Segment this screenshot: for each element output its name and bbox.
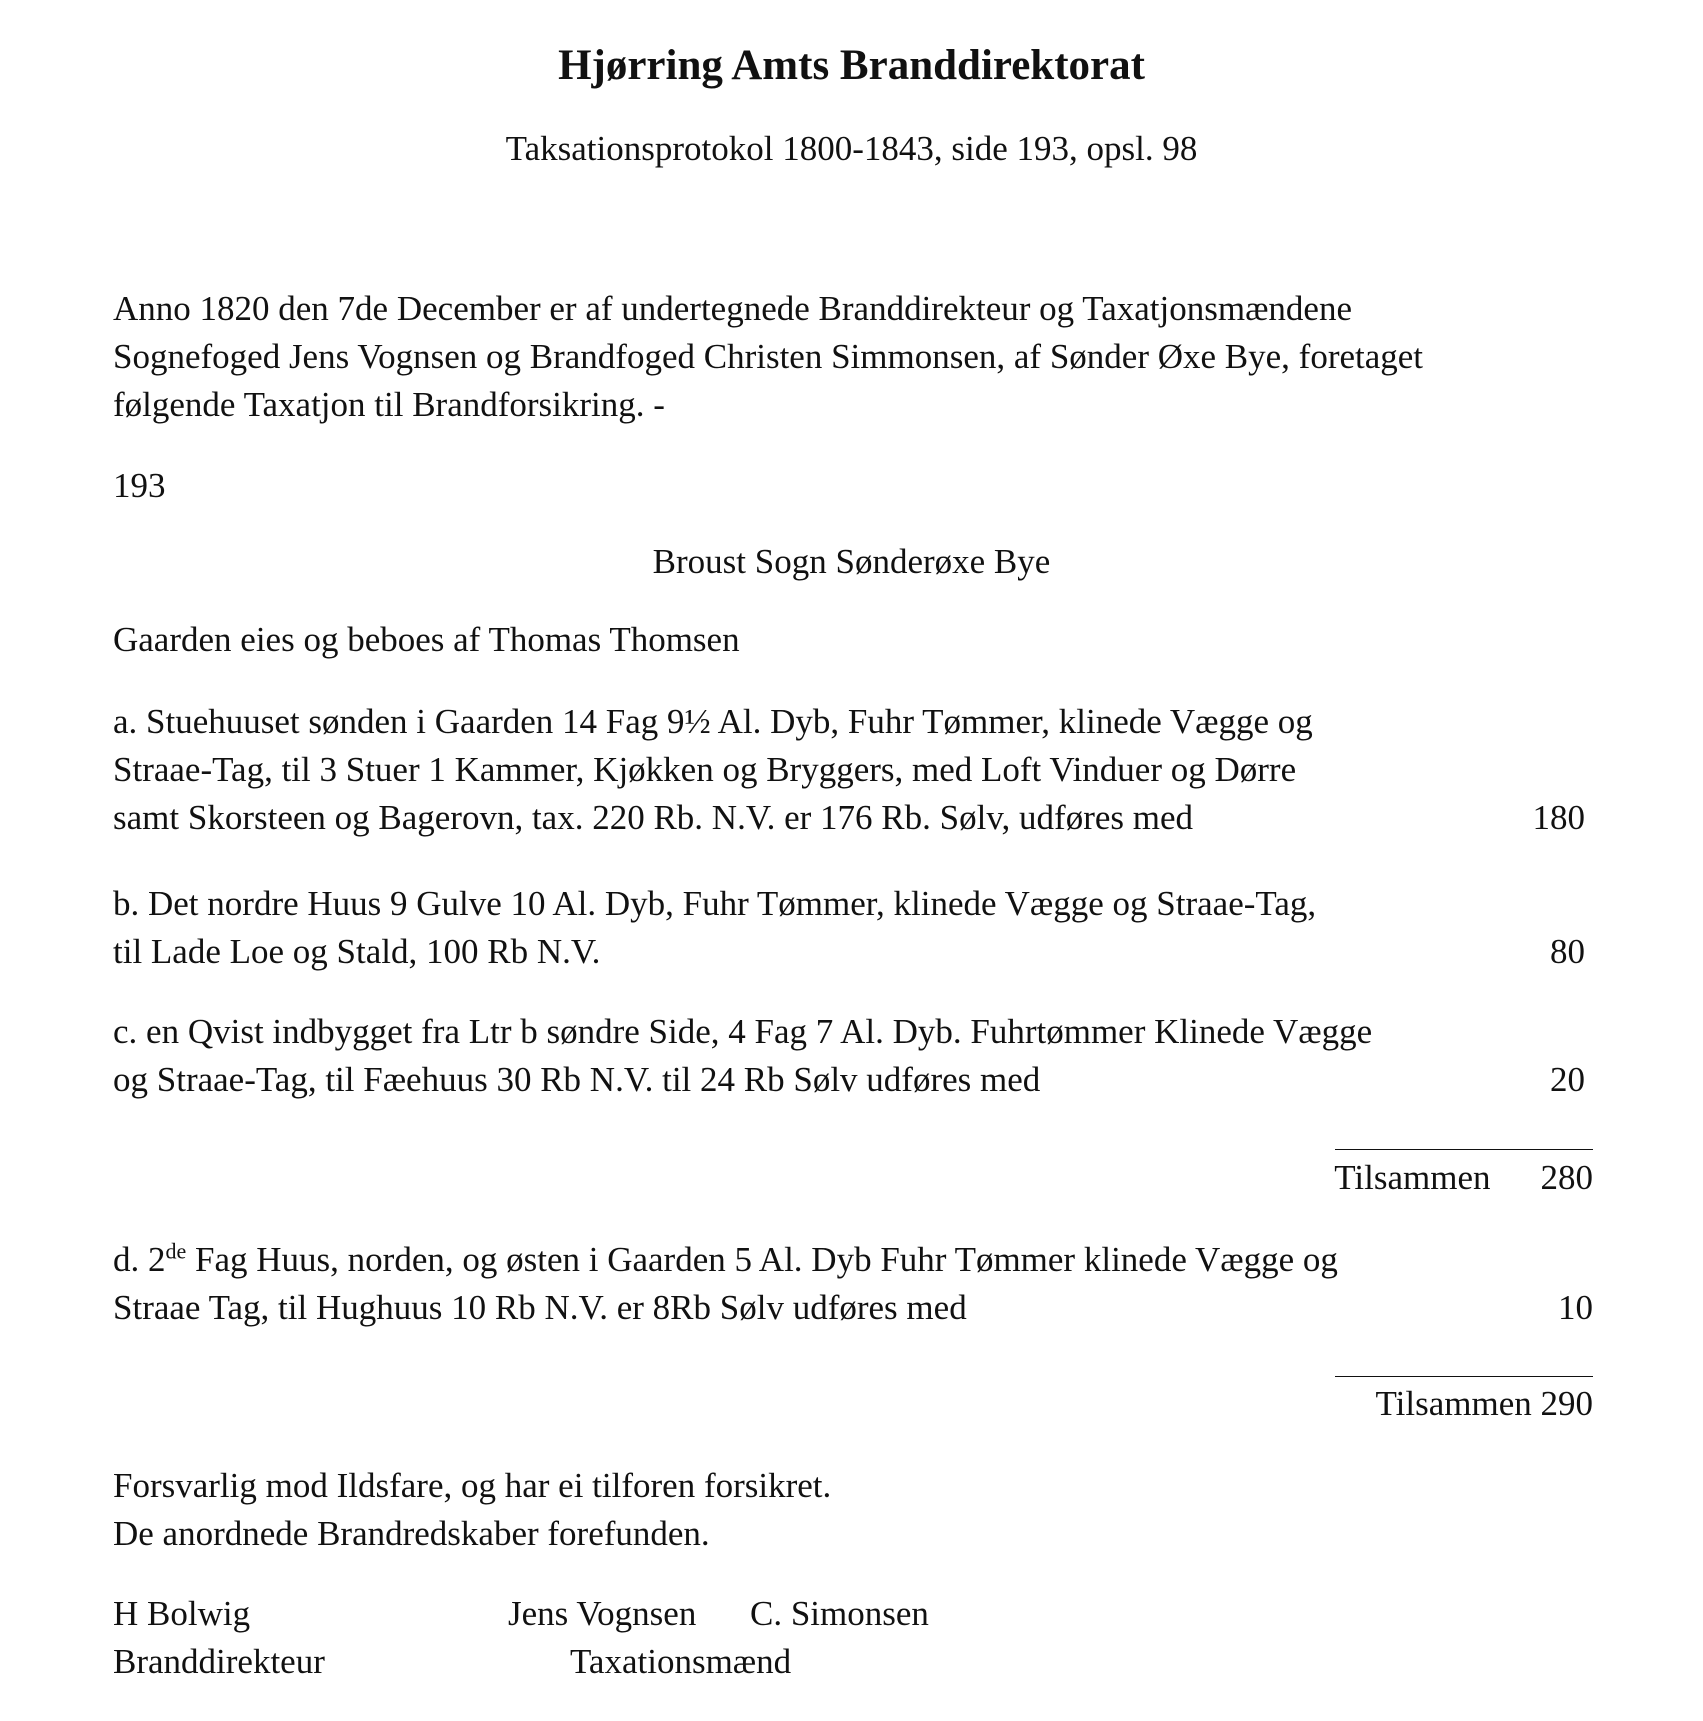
entry-d-superscript: de: [165, 1238, 187, 1264]
entry-b-text: til Lade Loe og Stald, 100 Rb N.V.: [113, 932, 601, 971]
signature-taxators-title: Taxationsmænd: [570, 1642, 792, 1681]
entry-c-line: [113, 1008, 1593, 1056]
entry-a-line: [113, 794, 1593, 842]
entry-c-line: [113, 1056, 1593, 1104]
entry-c: [113, 1008, 1593, 1104]
intro-paragraph: [113, 285, 1593, 429]
page-number: 193: [113, 466, 166, 505]
entry-a-line: [113, 746, 1593, 794]
entry-a: [113, 698, 1593, 842]
entry-b-line: [113, 928, 1593, 976]
entry-b-amount: 80: [1550, 932, 1585, 971]
entry-a-text: Straae-Tag, til 3 Stuer 1 Kammer, Kjøkken og Bryggers, med Loft Vinduer og Dørre: [113, 750, 1297, 789]
document-title: Hjørring Amts Branddirektorat: [558, 42, 1145, 89]
entry-d: [113, 1236, 1593, 1332]
entry-a-line: [113, 698, 1593, 746]
remark-line: De anordnede Brandredskaber forefunden.: [113, 1514, 710, 1553]
subtotal-1-label: Tilsammen: [1334, 1158, 1491, 1197]
signature-taxator-1: Jens Vognsen: [508, 1594, 697, 1633]
sum-rule: [1335, 1376, 1593, 1377]
entry-a-amount: 180: [1532, 798, 1585, 837]
entry-d-text: Fag Huus, norden, og østen i Gaarden 5 Al. Dyb Fuhr Tømmer klinede Vægge og: [186, 1240, 1338, 1279]
entry-d-amount: 10: [1558, 1288, 1593, 1327]
entry-b: [113, 880, 1593, 976]
intro-line: Anno 1820 den 7de December er af undertegnede Branddirekteur og Taxatjonsmændene: [113, 289, 1352, 328]
remark-line: Forsvarlig mod Ildsfare, og har ei tilforen forsikret.: [113, 1466, 832, 1505]
entry-a-text: samt Skorsteen og Bagerovn, tax. 220 Rb. N.V. er 176 Rb. Sølv, udføres med: [113, 798, 1194, 837]
entry-d-text: Straae Tag, til Hughuus 10 Rb N.V. er 8Rb Sølv udføres med: [113, 1288, 967, 1327]
document-subtitle: Taksationsprotokol 1800-1843, side 193, opsl. 98: [505, 129, 1198, 168]
entry-b-text: b. Det nordre Huus 9 Gulve 10 Al. Dyb, Fuhr Tømmer, klinede Vægge og Straae-Tag,: [113, 884, 1317, 923]
entry-a-text: a. Stuehuuset sønden i Gaarden 14 Fag 9½ Al. Dyb, Fuhr Tømmer, klinede Vægge og: [113, 702, 1313, 741]
entry-d-prefix: d. 2: [113, 1240, 166, 1279]
signature-director-title: Branddirekteur: [113, 1642, 325, 1681]
entry-c-text: og Straae-Tag, til Fæehuus 30 Rb N.V. til 24 Rb Sølv udføres med: [113, 1060, 1041, 1099]
entry-c-text: c. en Qvist indbygget fra Ltr b søndre Side, 4 Fag 7 Al. Dyb. Fuhrtømmer Klinede Vægge: [113, 1012, 1373, 1051]
entry-d-line: [113, 1236, 1593, 1284]
signature-taxator-2: C. Simonsen: [750, 1594, 929, 1633]
subtotal-2: Tilsammen 290: [1375, 1384, 1593, 1423]
entry-d-line: [113, 1284, 1593, 1332]
intro-line: Sognefoged Jens Vognsen og Brandfoged Christen Simmonsen, af Sønder Øxe Bye, foretaget: [113, 337, 1424, 376]
signature-director-name: H Bolwig: [113, 1594, 251, 1633]
location-heading: Broust Sogn Sønderøxe Bye: [652, 542, 1051, 581]
subtotal-1-value: 280: [1540, 1158, 1593, 1197]
remarks: [113, 1462, 1593, 1558]
owner-line: Gaarden eies og beboes af Thomas Thomsen: [113, 620, 740, 659]
sum-rule: [1335, 1149, 1593, 1150]
entry-b-line: [113, 880, 1593, 928]
entry-c-amount: 20: [1550, 1060, 1585, 1099]
intro-line: følgende Taxatjon til Brandforsikring. -: [113, 385, 665, 424]
subtotal-1: [1200, 1156, 1593, 1200]
